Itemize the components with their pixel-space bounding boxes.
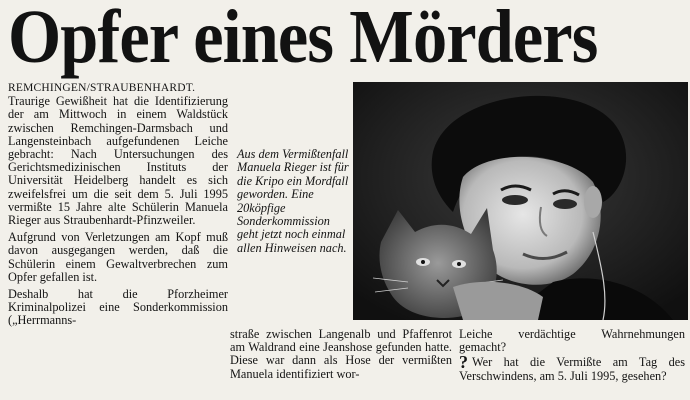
paragraph-3: Deshalb hat die Pforzheimer Kriminalpolizei eine Sonderkommission („Herrmanns-: [8, 287, 228, 328]
paragraph-1-text: Traurige Gewißheit hat die Identifizierung der am Mittwoch in einem Waldstück zwischen Remchingen-Darmsbach und Langensteinbach aufgefundenen Leiche gebracht: Nach Untersuchungen des Gerichtsmedizinischen Instituts der Universität Heidelberg handelt es sich zweifelsfrei um die seit dem 5. Juli 1995 vermißte 15 Jahre alte Schülerin Manuela Rieger aus Straubenhardt-Pfinzweiler.: [8, 94, 228, 228]
paragraph-2: Aufgrund von Verletzungen am Kopf muß davon ausgegangen werden, daß die Schülerin einem Gewaltverbrechen zum Opfer gefallen ist.: [8, 230, 228, 284]
portrait-photo-illustration: [353, 82, 688, 320]
question-item: [459, 352, 685, 383]
dateline: REMCHINGEN/STRAUBENHARDT.: [8, 82, 196, 94]
question-text: Wer hat die Vermißte am Tag des Verschwindens, am 5. Juli 1995, gesehen?: [459, 355, 685, 383]
photo-caption: Aus dem Vermißtenfall Manuela Rieger ist für die Kripo ein Mordfall geworden. Eine 20köpfige Sonderkommission geht jetzt noch einmal allen Hinweisen nach.: [237, 147, 349, 255]
paragraph-1: [8, 82, 228, 227]
article-column-2: straße zwischen Langenalb und Pfaffenrot am Waldrand eine Jeanshose gefunden hatte. Diese war dann als Hose der vermißten Manuela identifiziert wor-: [230, 327, 452, 381]
article-column-3: [459, 328, 685, 385]
question-mark-icon: ?: [459, 352, 468, 373]
portrait-photo: [353, 82, 688, 320]
article-column-1: [8, 82, 228, 332]
headline: Opfer eines Mörders: [8, 0, 598, 79]
column-3-intro: Leiche verdächtige Wahrnehmungen gemacht?: [459, 327, 685, 355]
